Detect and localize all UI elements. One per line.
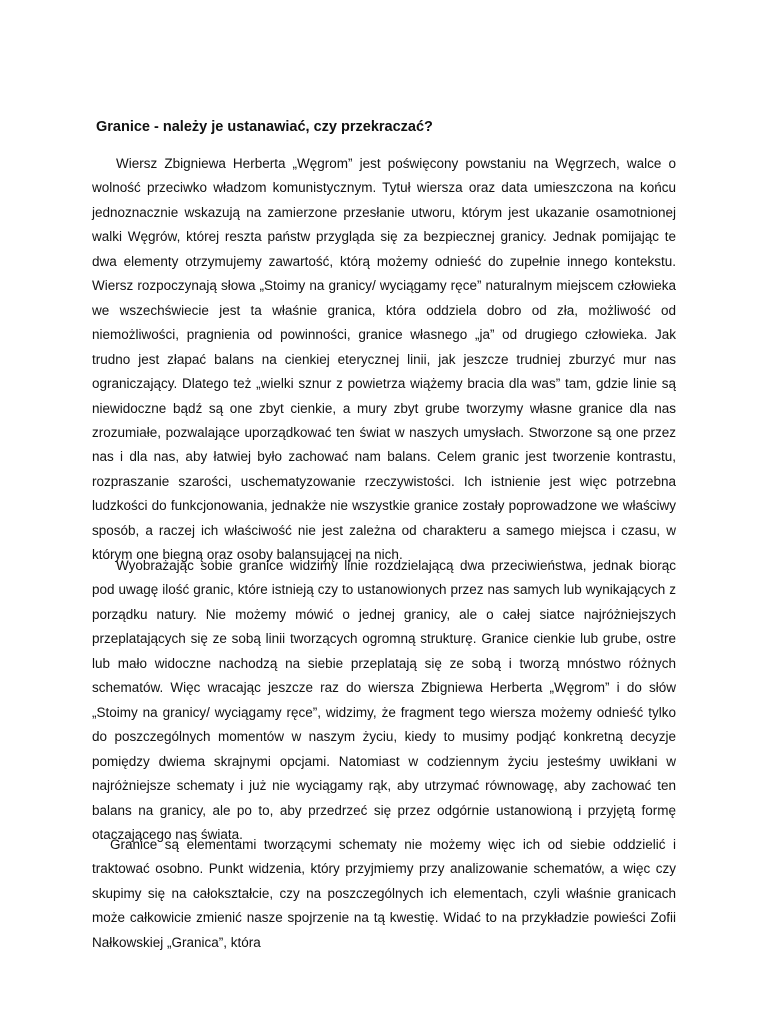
paragraph-2: Wyobrażając sobie granice widzimy linie rozdzielającą dwa przeciwieństwa, jednak biorąc pod uwagę ilość granic, które istnieją czy to ustanowionych przez nas samych lub wynikających z porządku natury. Nie możemy mówić o jednej granicy, ale o całej siatce najróżniejszych przeplatających się ze sobą linii tworzących ogromną strukturę. Granice cienkie lub grube, ostre lub mało widoczne nachodzą na siebie przeplatają się ze sobą i tworzą mnóstwo różnych schematów. Więc wracając jeszcze raz do wiersza Zbigniewa Herberta „Węgrom” i do słów „Stoimy na granicy/ wyciągamy ręce”, widzimy, że fragment tego wiersza możemy odnieść tylko do poszczególnych momentów w naszym życiu, kiedy to musimy podjąć konkretną decyzje pomiędzy dwiema skrajnymi opcjami. Natomiast w codziennym życiu jesteśmy uwikłani w najróżniejsze schematy i już nie wyciągamy rąk, aby utrzymać równowagę, aby zachować ten balans na granicy, ale po to, aby przedrzeć się przez odgórnie ustanowioną i przyjętą formę otaczającego nas świata. (92, 558, 676, 842)
paragraph-1: Wiersz Zbigniewa Herberta „Węgrom” jest poświęcony powstaniu na Węgrzech, walce o wolność przeciwko władzom komunistycznym. Tytuł wiersza oraz data umieszczona na końcu jednoznacznie wskazują na zamierzone przesłanie utworu, którym jest ukazanie osamotnionej walki Węgrów, której reszta państw przygląda się za bezpiecznej granicy. Jednak pomijając te dwa elementy otrzymujemy zawartość, którą możemy odnieść do zupełnie innego kontekstu. Wiersz rozpoczynają słowa „Stoimy na granicy/ wyciągamy ręce” naturalnym miejscem człowieka we wszechświecie jest ta właśnie granica, która oddziela dobro od zła, możliwość od niemożliwości, pragnienia od powinności, granice własnego „ja” od drugiego człowieka. Jak trudno jest złapać balans na cienkiej eterycznej linii, jak jeszcze trudniej zburzyć mur nas ograniczający. Dlatego też „wielki sznur z powietrza wiążemy bracia dla was” tam, gdzie linie są niewidoczne bądź są one zbyt cienkie, a mury zbyt grube tworzymy własne granice dla nas zrozumiałe, pozwalające uporządkować ten świat w naszych umysłach. Stworzone są one przez nas i dla nas, aby łatwiej było zachować nam balans. Celem granic jest tworzenie kontrastu, rozpraszanie szarości, uschematyzowanie rzeczywistości. Ich istnienie jest więc potrzebna ludzkości do funkcjonowania, jednakże nie wszystkie granice zostały poprowadzone we właściwy sposób, a raczej ich właściwość nie jest zależna od charakteru a samego miejsca i czasu, w którym one biegną oraz osoby balansującej na nich. (92, 156, 676, 563)
document-title: Granice - należy je ustanawiać, czy przekraczać? (96, 119, 433, 135)
paragraph-3: Granice są elementami tworzącymi schematy nie możemy więc ich od siebie oddzielić i traktować osobno. Punkt widzenia, który przyjmiemy przy analizowanie schematów, a więc czy skupimy się na całokształcie, czy na poszczególnych ich elementach, czyli właśnie granicach może całkowicie zmienić nasze spojrzenie na tą kwestię. Widać to na przykładzie powieści Zofii Nałkowskiej „Granica”, która (92, 837, 676, 950)
